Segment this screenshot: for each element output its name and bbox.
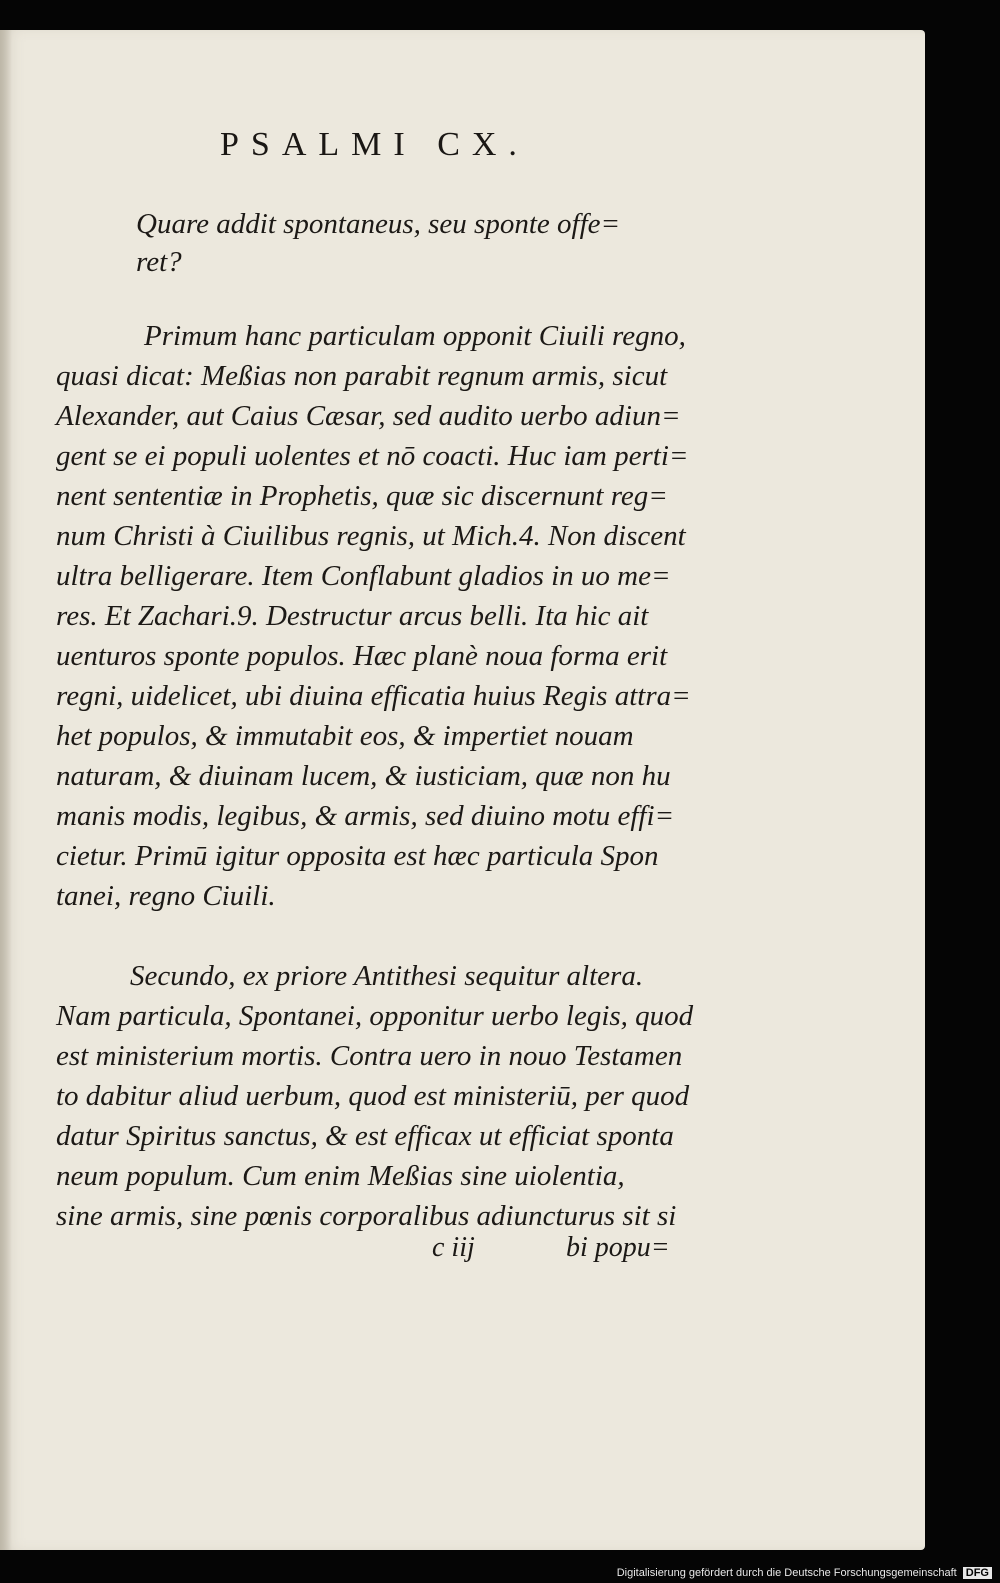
paragraph-line: num Christi à Ciuilibus regnis, ut Mich.4. Non discent	[56, 520, 686, 552]
paragraph-line: res. Et Zachari.9. Destructur arcus belli. Ita hic ait	[56, 600, 649, 632]
page-gutter-shadow	[0, 30, 12, 1550]
paragraph-line: het populos, & immutabit eos, & impertiet nouam	[56, 720, 634, 752]
dfg-logo: DFG	[963, 1567, 992, 1579]
paragraph-line: to dabitur aliud uerbum, quod est ministeriū, per quod	[56, 1080, 690, 1112]
paragraph-line: regni, uidelicet, ubi diuina efficatia huius Regis attra=	[56, 680, 691, 712]
running-header: PSALMI CX.	[220, 126, 529, 163]
paragraph-line: Primum hanc particulam opponit Ciuili regno,	[144, 320, 686, 352]
paragraph-line: neum populum. Cum enim Meßias sine uiolentia,	[56, 1160, 625, 1192]
paragraph-line: naturam, & diuinam lucem, & iusticiam, quæ non hu	[56, 760, 671, 792]
paragraph-line: quasi dicat: Meßias non parabit regnum armis, sicut	[56, 360, 668, 392]
paragraph-line: nent sententiæ in Prophetis, quæ sic discernunt reg=	[56, 480, 668, 512]
paragraph-line: gent se ei populi uolentes et nō coacti. Huc iam perti=	[56, 440, 689, 472]
question-line: Quare addit spontaneus, seu sponte offe=	[136, 208, 621, 240]
paragraph-line: uenturos sponte populos. Hæc planè noua forma erit	[56, 640, 668, 672]
catchword: bi popu=	[566, 1232, 670, 1263]
paragraph-line: datur Spiritus sanctus, & est efficax ut efficiat sponta	[56, 1120, 674, 1152]
paragraph-line: Secundo, ex priore Antithesi sequitur altera.	[130, 960, 644, 992]
paragraph-line: tanei, regno Ciuili.	[56, 880, 276, 912]
paragraph-line: cietur. Primū igitur opposita est hæc particula Spon	[56, 840, 659, 872]
digitization-credit	[617, 1567, 992, 1579]
paragraph-line: Nam particula, Spontanei, opponitur uerbo legis, quod	[56, 1000, 694, 1032]
book-page	[0, 30, 925, 1550]
paragraph-line: sine armis, sine pœnis corporalibus adiuncturus sit si	[56, 1200, 677, 1232]
credit-text: Digitalisierung gefördert durch die Deutsche Forschungsgemeinschaft	[616, 1567, 957, 1579]
paragraph-line: Alexander, aut Caius Cæsar, sed audito uerbo adiun=	[56, 400, 681, 432]
signature-mark: c iij	[432, 1232, 475, 1263]
question-line: ret?	[136, 246, 182, 278]
paragraph-line: manis modis, legibus, & armis, sed diuino motu effi=	[56, 800, 675, 832]
paragraph-line: ultra belligerare. Item Conflabunt gladios in uo me=	[56, 560, 671, 592]
paragraph-line: est ministerium mortis. Contra uero in nouo Testamen	[56, 1040, 683, 1072]
